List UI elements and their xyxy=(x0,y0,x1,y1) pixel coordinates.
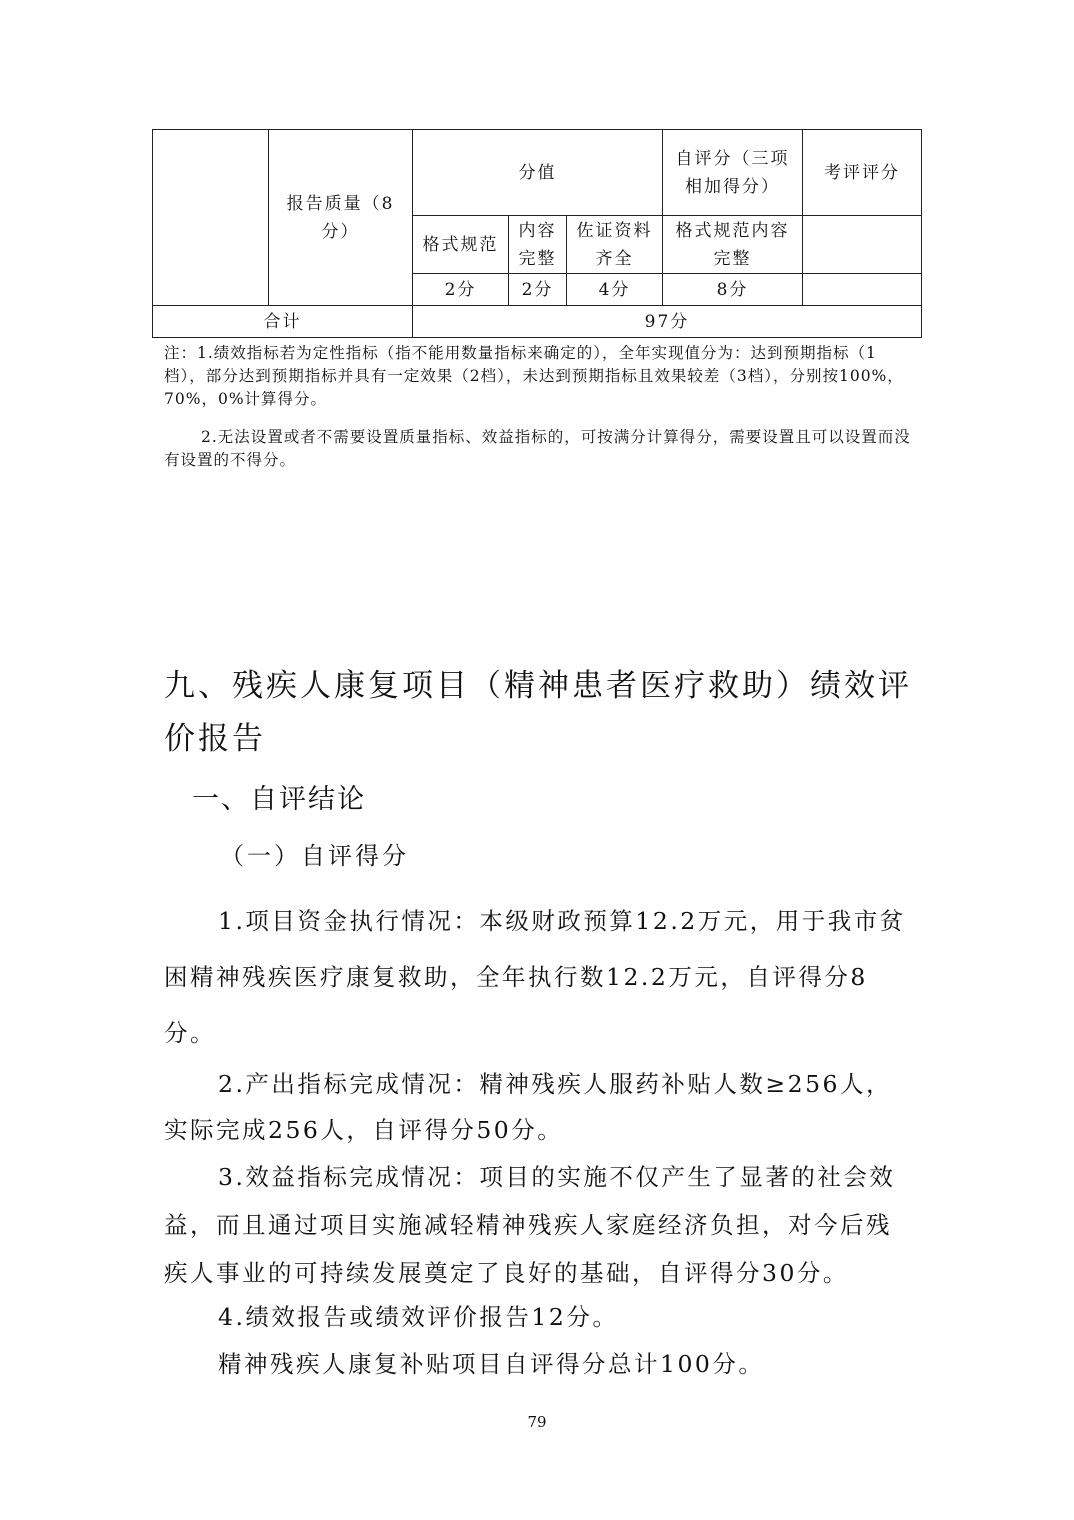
section-title: 九、残疾人康复项目（精神患者医疗救助）绩效评价报告 xyxy=(164,668,912,757)
note-1: 注：1.绩效指标若为定性指标（指不能用数量指标来确定的），全年实现值分为：达到预期指标（1档），部分达到预期指标并具有一定效果（2档），未达到预期指标且效果较差（3档），分别按100%，70%，0%计算得分。 xyxy=(164,344,904,408)
paragraph-funding: 1.项目资金执行情况：本级财政预算12.2万元，用于我市贫困精神残疾医疗康复救助，全年执行数12.2万元，自评得分8分。 xyxy=(164,907,906,1047)
paragraph-output: 2.产出指标完成情况：精神残疾人服药补贴人数≥256人，实际完成256人，自评得分50分。 xyxy=(164,1070,892,1144)
content-header: 内容完整 xyxy=(509,216,567,274)
evidence-value: 4分 xyxy=(567,274,663,306)
report-quality-cell: 报告质量（8分） xyxy=(269,130,413,306)
paragraph-benefit: 3.效益指标完成情况：项目的实施不仅产生了显著的社会效益，而且通过项目实施减轻精神残疾人家庭经济负担，对今后残疾人事业的可持续发展奠定了良好的基础，自评得分30分。 xyxy=(164,1163,896,1287)
score-table xyxy=(152,129,922,338)
format-value: 2分 xyxy=(413,274,509,306)
self-score-header: 自评分（三项相加得分） xyxy=(663,130,803,216)
total-label: 合计 xyxy=(153,306,413,338)
paragraph-report: 4.绩效报告或绩效评价报告12分。 xyxy=(218,1303,619,1331)
review-blank-cell xyxy=(803,216,922,274)
score-value-header: 分值 xyxy=(413,130,663,216)
self-score-detail: 格式规范内容完整 xyxy=(663,216,803,274)
review-score-header: 考评评分 xyxy=(803,130,922,216)
note-2: 2.无法设置或者不需要设置质量指标、效益指标的，可按满分计算得分，需要设置且可以设置而没有设置的不得分。 xyxy=(164,428,911,469)
page-number: 79 xyxy=(527,1413,547,1431)
self-score-value: 8分 xyxy=(663,274,803,306)
heading-self-score: （一）自评得分 xyxy=(220,842,409,870)
review-value xyxy=(803,274,922,306)
evidence-header: 佐证资料齐全 xyxy=(567,216,663,274)
category-cell xyxy=(153,130,269,306)
paragraph-total: 精神残疾人康复补贴项目自评得分总计100分。 xyxy=(218,1350,765,1378)
total-value: 97分 xyxy=(413,306,922,338)
heading-self-evaluation-conclusion: 一、自评结论 xyxy=(192,784,366,815)
format-header: 格式规范 xyxy=(413,216,509,274)
content-value: 2分 xyxy=(509,274,567,306)
